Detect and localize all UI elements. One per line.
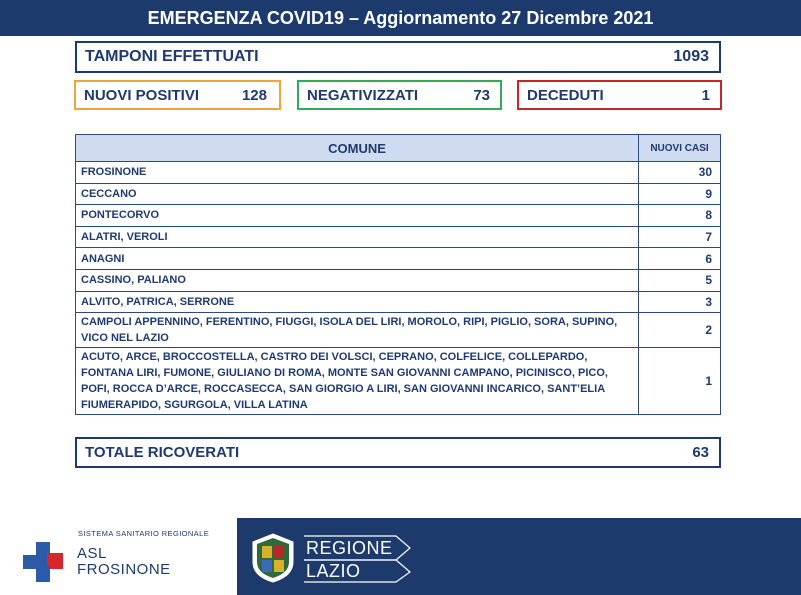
comune-cell: ALATRI, VEROLI	[76, 226, 639, 248]
tamponi-box	[75, 41, 721, 73]
tamponi-value: 1093	[673, 48, 709, 65]
casi-cell: 6	[639, 248, 721, 270]
tamponi-label: TAMPONI EFFETTUATI	[85, 48, 259, 65]
page-title-bar	[0, 0, 801, 36]
asl-subtitle: SISTEMA SANITARIO REGIONALE	[78, 529, 210, 538]
comune-cell: CAMPOLI APPENNINO, FERENTINO, FIUGGI, ISOLA DEL LIRI, MOROLO, RIPI, PIGLIO, SORA, SUPINO, VICO NEL LAZIO	[76, 313, 639, 348]
ricoverati-label: TOTALE RICOVERATI	[85, 444, 240, 461]
casi-cell: 3	[639, 291, 721, 313]
table-row	[76, 348, 721, 415]
negativizzati-box	[297, 80, 502, 110]
deceduti-label: DECEDUTI	[527, 86, 604, 104]
regione-name-line2: LAZIO	[306, 561, 361, 581]
comune-cell: CASSINO, PALIANO	[76, 269, 639, 291]
table-row	[76, 205, 721, 227]
nuovi-positivi-box	[74, 80, 281, 110]
asl-name-line1: ASL	[77, 545, 107, 562]
ricoverati-value: 63	[692, 444, 709, 461]
table-row	[76, 313, 721, 348]
table-row	[76, 269, 721, 291]
casi-cell: 8	[639, 205, 721, 227]
page-title: EMERGENZA COVID19 – Aggiornamento 27 Dicembre 2021	[147, 7, 654, 28]
comune-cell: ALVITO, PATRICA, SERRONE	[76, 291, 639, 313]
deceduti-box	[517, 80, 722, 110]
casi-cell: 2	[639, 313, 721, 348]
table-row	[76, 248, 721, 270]
casi-cell: 30	[639, 162, 721, 184]
asl-name-line2: FROSINONE	[77, 561, 171, 578]
column-header-nuovi-casi: NUOVI CASI	[639, 135, 721, 162]
cases-table	[75, 134, 721, 415]
comune-cell: FROSINONE	[76, 162, 639, 184]
comune-cell: CECCANO	[76, 183, 639, 205]
comune-cell: PONTECORVO	[76, 205, 639, 227]
negativizzati-value: 73	[473, 86, 490, 104]
table-row	[76, 226, 721, 248]
table-row	[76, 291, 721, 313]
cross-logo-icon	[21, 540, 65, 584]
deceduti-value: 1	[701, 86, 710, 104]
comune-cell: ACUTO, ARCE, BROCCOSTELLA, CASTRO DEI VOLSCI, CEPRANO, COLFELICE, COLLEPARDO, FONTANA LIRI, FUMONE, GIULIANO DI ROMA, MONTE SAN GIOVANNI CAMPANO, PICINISCO, PICO, POFI, ROCCA D’ARCE, ROCCASECCA, SAN GIORGIO A LIRI, SAN GIOVANNI INCARICO, SANT’ELIA FIUMERAPIDO, SGURGOLA, VILLA LATINA	[76, 348, 639, 415]
casi-cell: 9	[639, 183, 721, 205]
regione-lazio-crest-icon	[249, 532, 297, 584]
regione-name-line1: REGIONE	[306, 538, 393, 558]
comune-cell: ANAGNI	[76, 248, 639, 270]
cases-table-wrapper	[75, 134, 721, 415]
nuovi-positivi-value: 128	[241, 86, 267, 104]
negativizzati-label: NEGATIVIZZATI	[307, 86, 419, 104]
casi-cell: 1	[639, 348, 721, 415]
casi-cell: 7	[639, 226, 721, 248]
ricoverati-box	[75, 437, 721, 468]
nuovi-positivi-label: NUOVI POSITIVI	[84, 86, 200, 104]
table-row	[76, 183, 721, 205]
table-row	[76, 162, 721, 184]
casi-cell: 5	[639, 269, 721, 291]
column-header-comune: COMUNE	[76, 135, 639, 162]
